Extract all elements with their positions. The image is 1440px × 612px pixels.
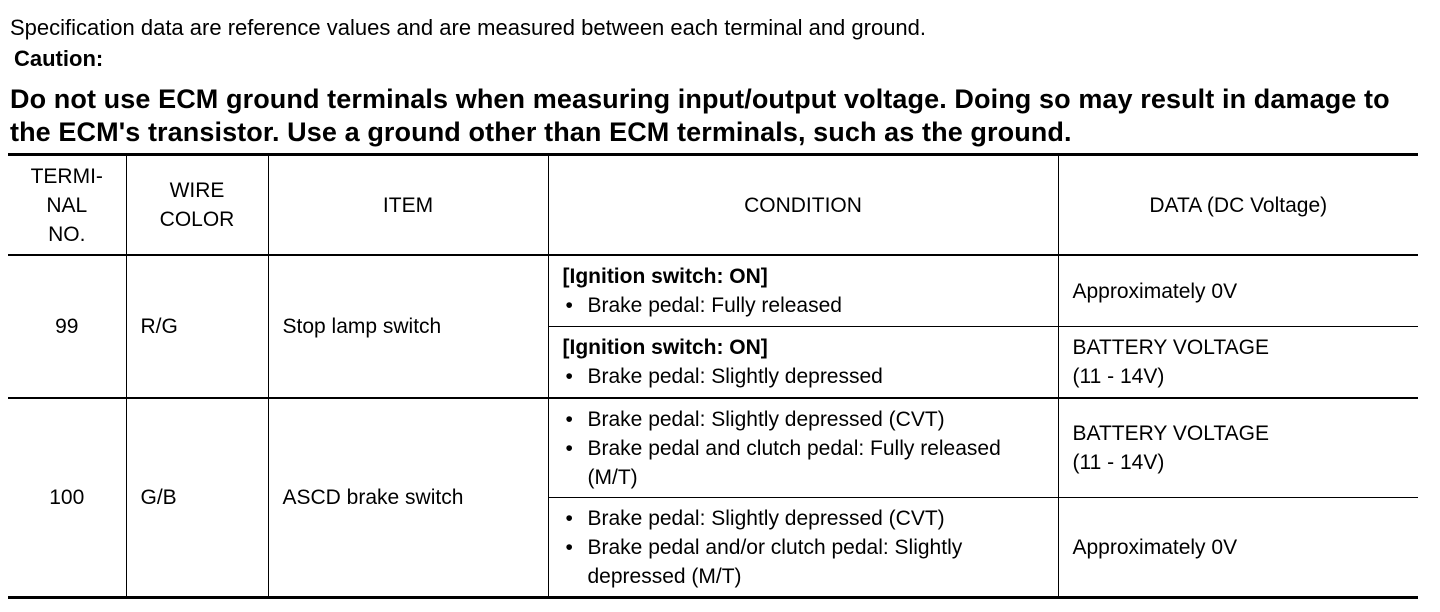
terminal-number: 100: [8, 398, 126, 598]
data-value: BATTERY VOLTAGE: [1072, 336, 1269, 359]
condition-cell: [548, 327, 1058, 399]
item-name: Stop lamp switch: [268, 255, 548, 398]
condition-heading: [Ignition switch: ON]: [562, 336, 768, 359]
ecm-terminal-spec-table: [8, 153, 1418, 599]
condition-cell: [548, 398, 1058, 498]
item-name: ASCD brake switch: [268, 398, 548, 598]
table-header-row: [8, 155, 1418, 256]
condition-cell: [548, 255, 1058, 327]
data-value-range: (11 - 14V): [1072, 451, 1165, 474]
data-cell: [1058, 398, 1418, 498]
data-value: BATTERY VOLTAGE: [1072, 422, 1269, 445]
data-cell: [1058, 255, 1418, 327]
condition-cell: [548, 498, 1058, 598]
header-terminal-no: [8, 155, 126, 256]
table-row: [8, 398, 1418, 498]
condition-bullet: • Brake pedal: Slightly depressed (CVT): [563, 504, 1044, 533]
condition-bullet: • Brake pedal: Slightly depressed (CVT): [563, 405, 1044, 434]
caution-label: Caution:: [14, 46, 104, 71]
data-cell: [1058, 327, 1418, 399]
header-condition: CONDITION: [548, 155, 1058, 256]
condition-heading: [Ignition switch: ON]: [562, 265, 768, 288]
caution-text: Do not use ECM ground terminals when measuring input/output voltage. Doing so may result in damage to the ECM's transistor. Use a ground other than ECM terminals, such as the ground.: [10, 84, 1390, 147]
data-cell: [1058, 498, 1418, 598]
header-item: ITEM: [268, 155, 548, 256]
table-row: [8, 255, 1418, 327]
data-value: Approximately 0V: [1072, 535, 1238, 559]
header-terminal-line1: TERMI-: [30, 164, 103, 188]
condition-bullet: • Brake pedal and/or clutch pedal: Slightly depressed (M/T): [563, 533, 1044, 591]
terminal-number: 99: [8, 255, 126, 398]
wire-color: R/G: [126, 255, 268, 398]
condition-bullet: • Brake pedal: Fully released: [563, 291, 1044, 320]
header-wire-line2: COLOR: [159, 208, 235, 231]
condition-bullet: • Brake pedal and clutch pedal: Fully released (M/T): [563, 434, 1044, 492]
header-data: DATA (DC Voltage): [1058, 155, 1418, 256]
wire-color: G/B: [126, 398, 268, 598]
header-wire-color: [126, 155, 268, 256]
intro-text: Specification data are reference values and are measured between each terminal and ground.: [10, 15, 927, 40]
condition-bullet: • Brake pedal: Slightly depressed: [563, 362, 1044, 391]
header-wire-line1: WIRE: [169, 179, 225, 202]
data-value: Approximately 0V: [1072, 279, 1238, 303]
header-terminal-line2: NAL: [46, 193, 88, 217]
data-value-range: (11 - 14V): [1072, 365, 1165, 388]
header-terminal-line3: NO.: [48, 222, 86, 246]
